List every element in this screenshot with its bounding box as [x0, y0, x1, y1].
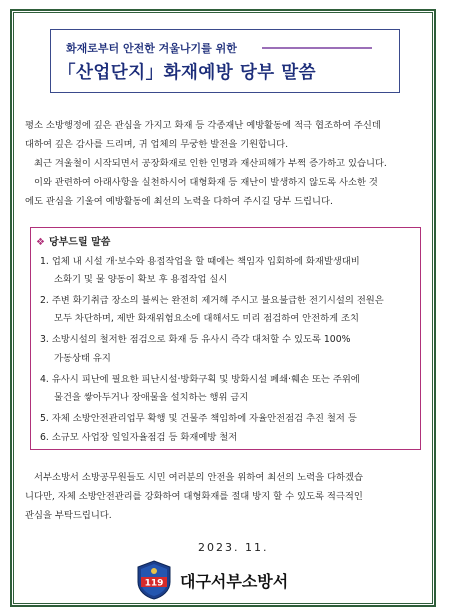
request-item: 1. 업체 내 시설 개·보수와 용접작업을 할 때에는 책임자 입회하에 화재발생대비	[40, 256, 360, 267]
svg-text:119: 119	[144, 578, 164, 589]
closing-line: 서부소방서 소방공무원들도 시민 여러분의 안전을 위하여 최선의 노력을 다하겠습	[34, 472, 363, 483]
intro-line: 대하여 깊은 감사를 드리며, 귀 업체의 무궁한 발전을 기원합니다.	[25, 139, 289, 150]
intro-line: 최근 겨울철이 시작되면서 공장화재로 인한 인명과 재산피해가 부쩍 증가하고 있습니다.	[34, 158, 387, 169]
intro-line: 에도 관심을 기울여 예방활동에 최선의 노력을 다하여 주시길 당부 드립니다.	[25, 196, 333, 207]
intro-line: 이와 관련하여 아래사항을 실천하시어 대형화재 등 재난이 발생하지 않도록 사소한 것	[34, 177, 378, 188]
date: 2023. 11.	[198, 541, 269, 554]
request-item: 모두 차단하며, 제반 화재위험요소에 대해서도 미리 점검하여 안전하게 조치	[54, 313, 360, 324]
page-title: 「산업단지」화재예방 당부 말씀	[58, 63, 317, 83]
request-item: 6. 소규모 사업장 일일자율점검 등 화재예방 철저	[40, 432, 238, 443]
subtitle: 화재로부터 안전한 겨울나기를 위한	[66, 42, 237, 55]
request-item: 가동상태 유지	[54, 353, 111, 364]
request-item: 2. 주변 화기취급 장소의 불씨는 완전히 제거해 주시고 불요불급한 전기시설의 전원은	[40, 295, 384, 306]
organization-name: 대구서부소방서	[180, 572, 289, 591]
requests-heading: ❖ 당부드릴 말씀	[36, 237, 111, 248]
request-item: 물건을 쌓아두거나 장애물을 설치하는 행위 금지	[54, 392, 249, 403]
intro-line: 평소 소방행정에 깊은 관심을 가지고 화재 등 각종재난 예방활동에 적극 협조하여 주신데	[25, 120, 381, 131]
request-item: 4. 유사시 피난에 필요한 피난시설·방화구획 및 방화시설 폐쇄·훼손 또는 주위에	[40, 374, 360, 385]
request-item: 3. 소방시설의 철저한 점검으로 화재 등 유사시 즉각 대처할 수 있도록 100%	[40, 334, 351, 345]
closing-line: 관심을 부탁드립니다.	[25, 510, 112, 521]
request-item: 소화기 및 물 양동이 확보 후 용접작업 실시	[54, 274, 228, 285]
closing-line: 니다만, 자체 소방안전관리를 강화하여 대형화재를 절대 방지 할 수 있도록 적극적인	[25, 491, 363, 502]
subtitle-underline	[262, 47, 372, 49]
request-item: 5. 자체 소방안전관리업무 확행 및 건물주 책임하에 자율안전점검 추진 철저 등	[40, 413, 357, 424]
diamond-bullet-icon: ❖	[36, 237, 45, 248]
fire-department-logo-icon	[135, 560, 173, 600]
